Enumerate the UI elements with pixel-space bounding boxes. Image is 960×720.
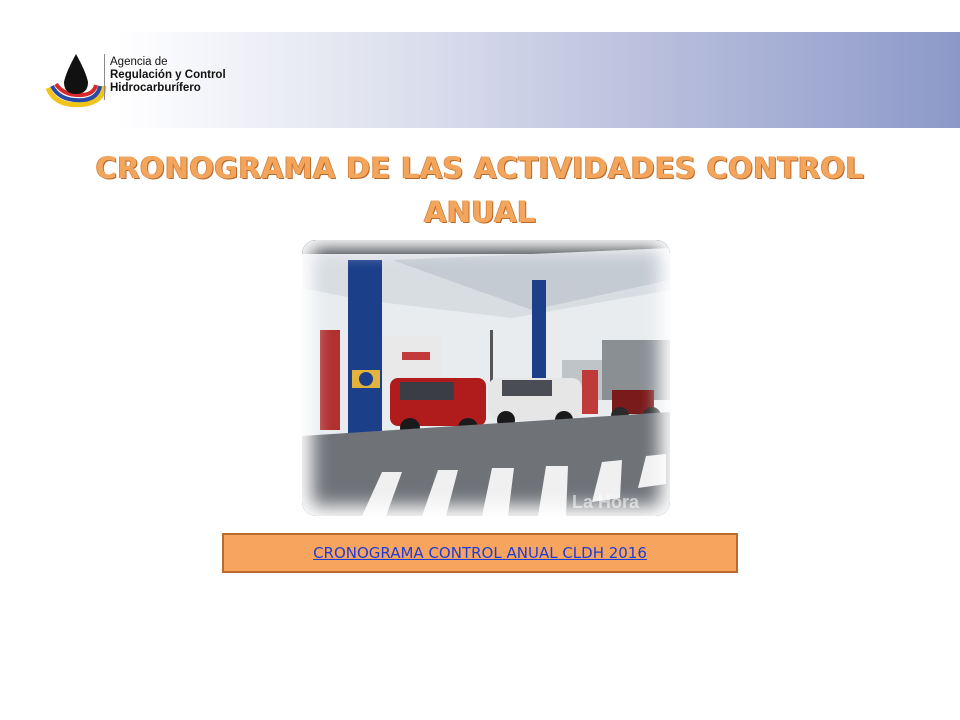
cronograma-link-box [222,533,738,573]
cronograma-link[interactable]: CRONOGRAMA CONTROL ANUAL CLDH 2016 [313,544,647,562]
logo-line-3: Hidrocarburífero [110,82,201,94]
logo-line-2: Regulación y Control [110,69,226,81]
agency-logo-text [110,56,226,95]
gas-station-photo [302,240,670,516]
logo-divider [104,54,105,100]
photo-watermark: La Hora [572,492,640,512]
title-line-1: CRONOGRAMA DE LAS ACTIVIDADES CONTROL ANUAL [95,151,865,229]
logo-line-1: Agencia de [110,56,168,68]
